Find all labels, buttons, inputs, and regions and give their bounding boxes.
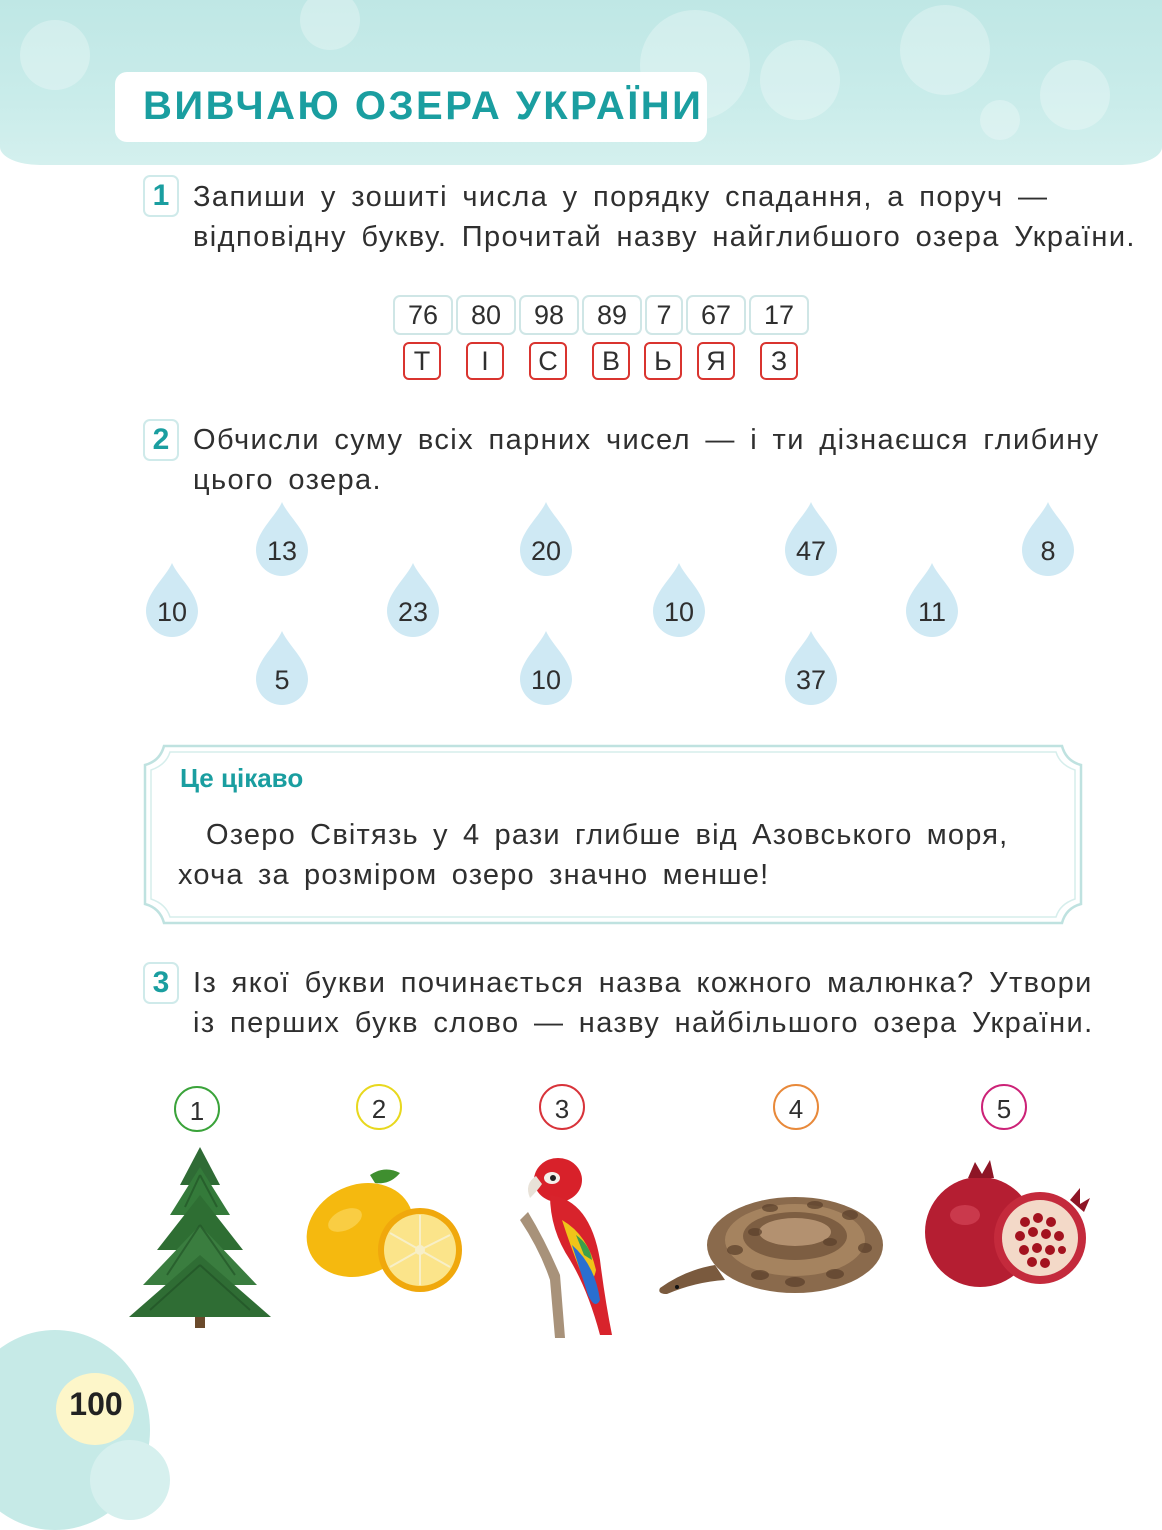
task1-text-line1: Запиши у зошиті числа у порядку спадання, а поруч — (193, 181, 1049, 213)
number-cell: 76 (393, 295, 453, 335)
water-drop (518, 629, 574, 707)
pomegranate-picture (920, 1160, 1092, 1295)
decor-bubble (980, 100, 1020, 140)
decor-bubble (300, 0, 360, 50)
picture-number-2: 2 (356, 1084, 402, 1130)
fact-title: Це цікаво (180, 763, 304, 793)
page-title-box (115, 72, 707, 142)
water-drop (783, 500, 839, 578)
fact-text-line2: хоча за розміром озеро значно менше! (178, 859, 770, 891)
picture-number-3: 3 (539, 1084, 585, 1130)
number-cell: 89 (582, 295, 642, 335)
task-number-2: 2 (143, 419, 179, 461)
number-row (393, 295, 809, 335)
letter-cell: В (592, 342, 630, 380)
drop-value: 8 (1040, 536, 1056, 566)
fact-text-line1: Озеро Світязь у 4 рази глибше від Азовського моря, (206, 819, 1009, 851)
letter-cell: І (466, 342, 504, 380)
interesting-fact-box (142, 743, 1084, 926)
number-cell: 98 (519, 295, 579, 335)
parrot-picture (500, 1150, 625, 1340)
letter-cell: С (529, 342, 567, 380)
task3-text-line2: із перших букв слово — назву найбільшого озера України. (193, 1007, 1094, 1039)
water-drop (254, 500, 310, 578)
water-drop (783, 629, 839, 707)
snake-picture (655, 1170, 890, 1300)
drop-value: 5 (274, 665, 290, 695)
task-number-1: 1 (143, 175, 179, 217)
number-cell: 80 (456, 295, 516, 335)
lemon-picture (300, 1165, 465, 1300)
picture-number-1: 1 (174, 1086, 220, 1132)
decor-bubble (900, 5, 990, 95)
drop-value: 37 (795, 665, 827, 695)
fir-tree-picture (125, 1145, 275, 1330)
letter-cell: З (760, 342, 798, 380)
drop-value: 10 (663, 597, 695, 627)
water-drop (904, 561, 960, 639)
drop-value: 10 (156, 597, 188, 627)
water-drop (518, 500, 574, 578)
task-number-3: 3 (143, 962, 179, 1004)
decor-bubble (760, 40, 840, 120)
page-number: 100 (69, 1386, 123, 1422)
water-drop (254, 629, 310, 707)
corner-decoration (90, 1440, 170, 1520)
letter-cell: Ь (644, 342, 682, 380)
task2-text-line1: Обчисли суму всіх парних чисел — і ти дізнаєшся глибину (193, 424, 1100, 456)
decor-bubble (20, 20, 90, 90)
task2-text-line2: цього озера. (193, 464, 382, 496)
picture-number-4: 4 (773, 1084, 819, 1130)
water-drop (651, 561, 707, 639)
task1-text-line2: відповідну букву. Прочитай назву найглибшого озера України. (193, 221, 1136, 253)
letter-cell: Я (697, 342, 735, 380)
drop-value: 20 (530, 536, 562, 566)
task3-text-line1: Із якої букви починається назва кожного малюнка? Утвори (193, 967, 1093, 999)
number-cell: 7 (645, 295, 683, 335)
water-drop (1020, 500, 1076, 578)
water-drop (385, 561, 441, 639)
number-cell: 17 (749, 295, 809, 335)
page-title: ВИВЧАЮ ОЗЕРА УКРАЇНИ (143, 84, 704, 128)
drop-value: 11 (917, 597, 947, 627)
drop-value: 23 (397, 597, 429, 627)
decor-bubble (1040, 60, 1110, 130)
picture-number-5: 5 (981, 1084, 1027, 1130)
drop-value: 47 (795, 536, 827, 566)
drop-value: 10 (530, 665, 562, 695)
drop-value: 13 (266, 536, 298, 566)
letter-cell: Т (403, 342, 441, 380)
number-cell: 67 (686, 295, 746, 335)
water-drop (144, 561, 200, 639)
